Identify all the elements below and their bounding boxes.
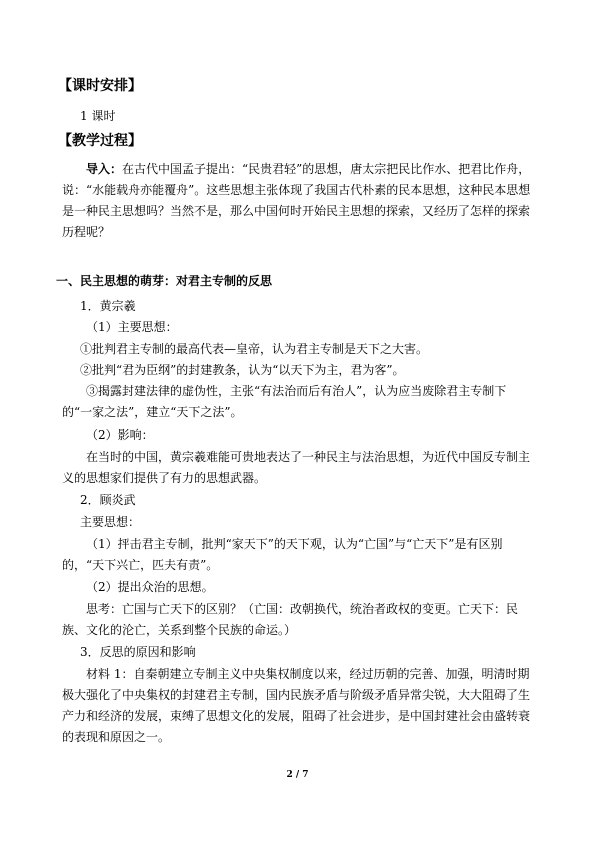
gu-think: 思考：亡国与亡天下的区别？（亡国：改朝换代，统治者政权的变更。亡天下：民族、文化的沦亡，关系到整个民族的命运。） — [62, 602, 519, 637]
huang-main-label: （1）主要思想： — [86, 320, 178, 334]
schedule-text: 1 课时 — [80, 109, 116, 123]
huang-influence-text: 在当时的中国，黄宗羲难能可贵地表达了一种民主与法治思想，为近代中国反专制主义的思想家们提供了有力的思想武器。 — [62, 450, 531, 485]
intro-paragraph — [62, 159, 532, 243]
huang-point-1: ①批判君主专制的最高代表—皇帝，认为君主专制是天下之大害。 — [80, 342, 429, 356]
huang-influence-label: （2）影响： — [86, 428, 154, 442]
huang-title: 1．黄宗羲 — [80, 299, 136, 313]
gu-main-label: 主要思想： — [80, 515, 141, 529]
intro-text: 在古代中国孟子提出：“民贵君轻”的思想，唐太宗把民比作水、把君比作舟，说：“水能载舟亦能覆舟”。这些思想主张体现了我国古代朴素的民本思想，这种民本思想是一种民主思想吗？当然不是，那么中国何时开始民主思想的探索，又经历了怎样的探索历程呢？ — [62, 162, 531, 239]
process-heading: 【教学过程】 — [58, 133, 142, 149]
huang-point-2: ②批判“君为臣纲”的封建教条，认为“以天下为主，君为客”。 — [80, 363, 405, 377]
intro-label: 导入： — [86, 162, 123, 176]
section1-title: 一、民主思想的萌芽：对君主专制的反思 — [56, 274, 273, 288]
schedule-heading: 【课时安排】 — [58, 78, 142, 94]
huang-point-3: ③揭露封建法律的虚伪性，主张“有法治而后有治人”，认为应当废除君主专制下的“一家之法”，建立“天下之法”。 — [62, 384, 507, 419]
gu-title: 2．顾炎武 — [80, 493, 136, 507]
page-number: 2 / 7 — [286, 770, 309, 780]
reason-material-1: 材料 1：自秦朝建立专制主义中央集权制度以来，经过历朝的完善、加强，明清时期极大强化了中央集权的封建君主专制，国内民族矛盾与阶级矛盾异常尖锐，大大阻碍了生产力和经济的发展，束缚了思想文化的发展，阻碍了社会进步，是中国封建社会由盛转衰的表现和原因之一。 — [62, 667, 531, 744]
reason-title: 3．反思的原因和影响 — [80, 645, 196, 659]
gu-point-1: （1）抨击君主专制，批判“家天下”的天下观，认为“亡国”与“亡天下”是有区别的，“天下兴亡，匹夫有责”。 — [62, 537, 503, 572]
gu-point-2: （2）提出众治的思想。 — [86, 580, 214, 594]
